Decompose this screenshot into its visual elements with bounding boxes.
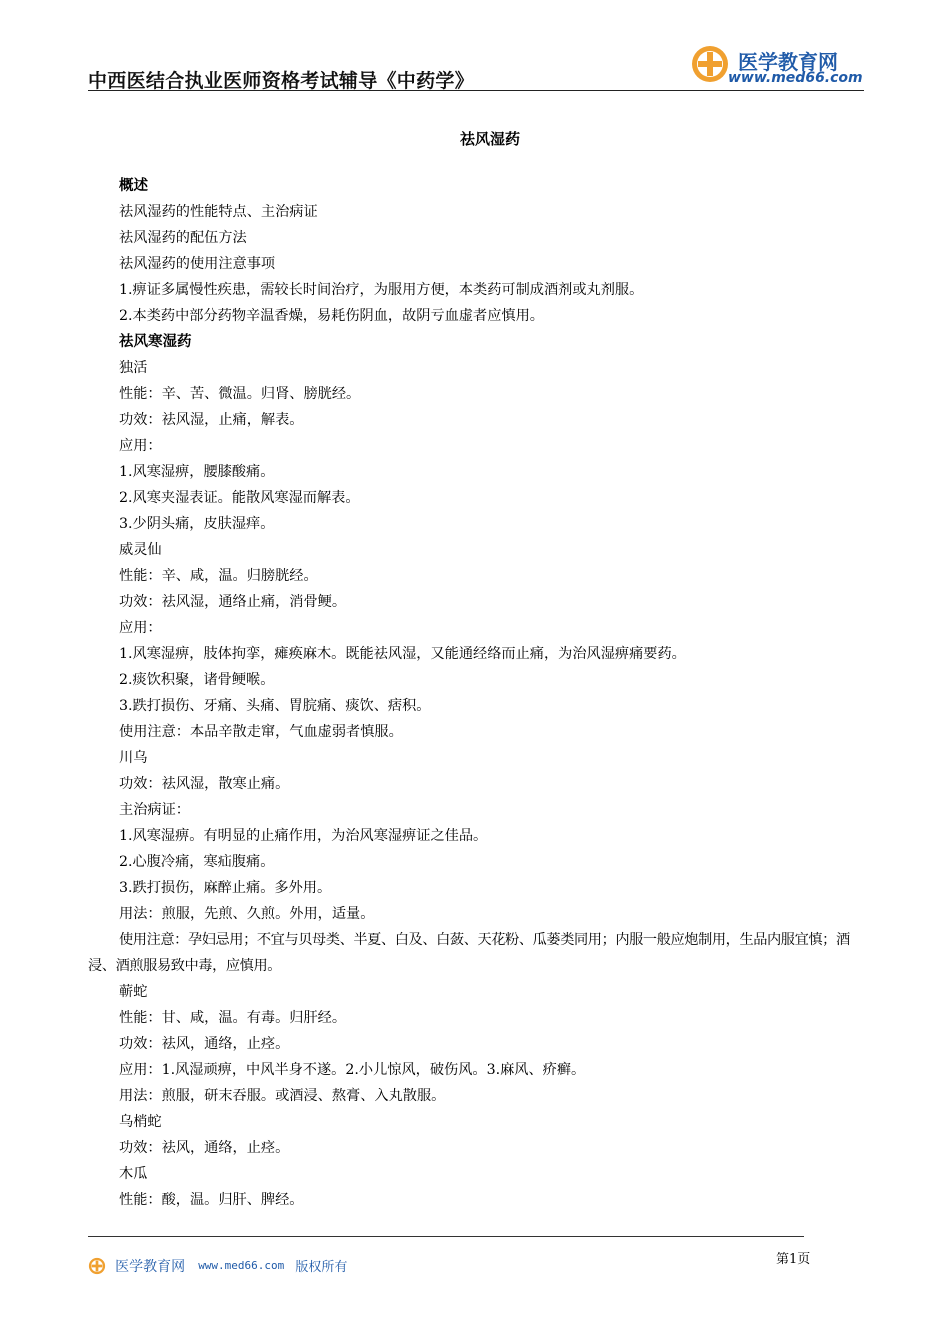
text-line: 祛风湿药的配伍方法 bbox=[119, 230, 247, 246]
text-line: 应用：1.风湿顽痹，中风半身不遂。2.小儿惊风，破伤风。3.麻风、疥癣。 bbox=[119, 1062, 586, 1078]
text-line: 应用： bbox=[119, 620, 162, 636]
text-line: 功效：祛风湿，止痛，解表。 bbox=[119, 412, 304, 428]
header-divider bbox=[88, 90, 864, 91]
text-line: 性能：甘、咸，温。有毒。归肝经。 bbox=[119, 1010, 347, 1026]
footer-brand bbox=[88, 1255, 347, 1275]
header-logo[interactable] bbox=[690, 44, 866, 90]
text-line: 功效：祛风湿，通络止痛，消骨鲠。 bbox=[119, 594, 347, 610]
text-line: 3.少阴头痛，皮肤湿痒。 bbox=[119, 516, 275, 532]
text-line: 3.跌打损伤，麻醉止痛。多外用。 bbox=[119, 880, 332, 896]
text-line: 1.风寒湿痹，肢体拘挛，瘫痪麻木。既能祛风湿，又能通经络而止痛，为治风湿痹痛要药。 bbox=[119, 646, 686, 662]
text-line: 主治病证： bbox=[119, 802, 190, 818]
footer-url[interactable]: www.med66.com bbox=[198, 1259, 285, 1272]
text-line: 祛风湿药的性能特点、主治病证 bbox=[119, 204, 318, 220]
footer-site-name: 医学教育网 bbox=[115, 1258, 186, 1275]
text-line: 使用注意：本品辛散走窜，气血虚弱者慎服。 bbox=[119, 724, 403, 740]
logo-url[interactable]: www.med66.com bbox=[728, 70, 863, 86]
text-line: 用法：煎服，先煎、久煎。外用，适量。 bbox=[119, 906, 375, 922]
text-line: 功效：祛风湿，散寒止痛。 bbox=[119, 776, 290, 792]
page-number: 第1页 bbox=[776, 1252, 811, 1267]
section-heading: 概述 bbox=[119, 178, 148, 194]
text-line: 2.风寒夹湿表证。能散风寒湿而解表。 bbox=[119, 490, 360, 506]
text-line: 1.风寒湿痹。有明显的止痛作用，为治风寒湿痹证之佳品。 bbox=[119, 828, 488, 844]
text-line: 2.本类药中部分药物辛温香燥，易耗伤阴血，故阴亏血虚者应慎用。 bbox=[119, 308, 544, 324]
text-line: 蕲蛇 bbox=[119, 984, 148, 1000]
text-line: 乌梢蛇 bbox=[119, 1114, 162, 1130]
text-line: 性能：辛、苦、微温。归肾、膀胱经。 bbox=[119, 386, 361, 402]
text-line: 功效：祛风，通络，止痉。 bbox=[119, 1036, 290, 1052]
text-line: 1.风寒湿痹，腰膝酸痛。 bbox=[119, 464, 275, 480]
header-title: 中西医结合执业医师资格考试辅导《中药学》 bbox=[88, 70, 475, 92]
text-line: 功效：祛风，通络，止痉。 bbox=[119, 1140, 290, 1156]
document-body bbox=[88, 173, 879, 1213]
section-heading: 祛风寒湿药 bbox=[119, 334, 192, 350]
text-line: 性能：辛、咸，温。归膀胱经。 bbox=[119, 568, 318, 584]
text-line: 使用注意：孕妇忌用；不宜与贝母类、半夏、白及、白蔹、天花粉、瓜蒌类同用；内服一般应炮制用，生品内服宜慎；酒浸、酒煎服易致中毒，应慎用。 bbox=[88, 932, 850, 974]
footer-divider bbox=[88, 1236, 804, 1237]
text-line: 用法：煎服，研末吞服。或酒浸、熬膏、入丸散服。 bbox=[119, 1088, 446, 1104]
text-line: 威灵仙 bbox=[119, 542, 162, 558]
medical-cross-logo-icon bbox=[690, 44, 730, 84]
text-line: 1.痹证多属慢性疾患，需较长时间治疗，为服用方便，本类药可制成酒剂或丸剂服。 bbox=[119, 282, 644, 298]
document-title: 祛风湿药 bbox=[459, 130, 520, 148]
footer-rights: 版权所有 bbox=[295, 1260, 348, 1275]
text-line: 川乌 bbox=[119, 750, 148, 766]
text-line: 2.心腹冷痛，寒疝腹痛。 bbox=[119, 854, 275, 870]
text-line: 独活 bbox=[119, 360, 148, 376]
text-line: 应用： bbox=[119, 438, 162, 454]
text-line: 3.跌打损伤、牙痛、头痛、胃脘痛、痰饮、痞积。 bbox=[119, 698, 431, 714]
text-line: 2.痰饮积聚，诸骨鲠喉。 bbox=[119, 672, 275, 688]
text-line: 性能：酸，温。归肝、脾经。 bbox=[119, 1192, 304, 1208]
text-line: 祛风湿药的使用注意事项 bbox=[119, 256, 276, 272]
medical-cross-footer-icon bbox=[88, 1257, 106, 1275]
text-line: 木瓜 bbox=[119, 1166, 148, 1182]
logo-text: 医学教育网 bbox=[738, 50, 838, 74]
